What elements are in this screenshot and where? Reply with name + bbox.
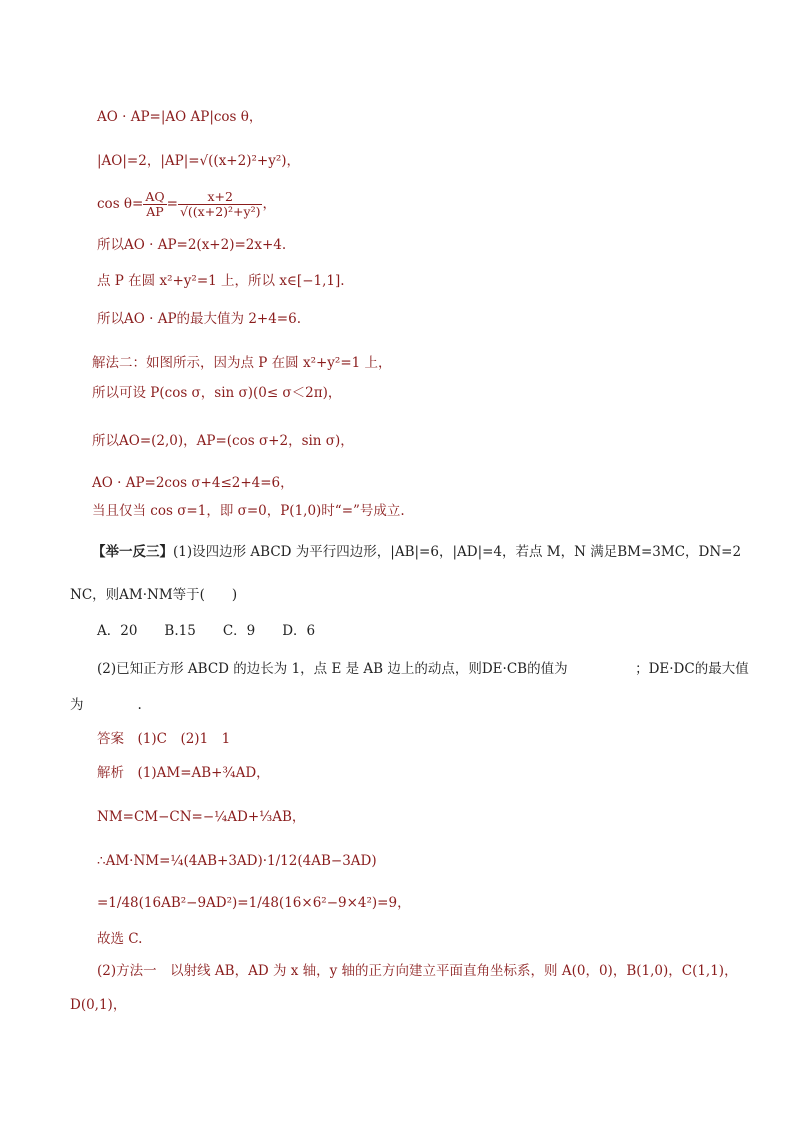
example-heading: 【举一反三】 <box>92 544 173 560</box>
line-example-problem-1-cont: NC，则AM·NM等于( ) <box>70 587 238 603</box>
line-point-on-circle: 点 P 在圆 x²+y²=1 上，所以 x∈[−1,1]. <box>97 273 345 289</box>
cos-theta-label: cos θ= <box>97 196 144 212</box>
fraction-aq-ap: $\frac{AQ}{AP}$ <box>145 189 165 219</box>
line-cos-theta: cos θ= $\frac{AQ}{AP}$ = $\frac{x+2}{\text{√((x+2)²+y²)}}$ ， <box>97 189 276 219</box>
line-dot-product-def: AO · AP=|AO AP|cos θ， <box>97 109 263 125</box>
fraction-x-plus-2: $\frac{x+2}{\text{√((x+2)²+y²)}}$ <box>179 189 261 219</box>
line-analysis-nm: NM=CM−CN=−¼AD+⅓AB， <box>97 809 306 825</box>
line-parametrize-p: 所以可设 P(cos σ，sin σ)(0≤ σ＜2π)， <box>92 385 342 401</box>
line-analysis-result: =1/48(16AB²−9AD²)=1/48(16×6²−9×4²)=9， <box>97 895 411 911</box>
line-answer-choices: A．20 B.15 C．9 D．6 <box>97 623 316 639</box>
line-analysis-am: 解析 (1)AM=AB+¾AD， <box>97 765 270 781</box>
line-dot-product-result: 所以AO · AP=2(x+2)=2x+4. <box>97 237 287 253</box>
line-example-problem-1: 【举一反三】(1)设四边形 ABCD 为平行四边形，|AB|=6，|AD|=4，若点 M，N 满足BM=3MC，DN=2 <box>92 544 742 560</box>
line-method-two: 解法二：如图所示，因为点 P 在圆 x²+y²=1 上， <box>92 355 392 371</box>
line-example-problem-2: (2)已知正方形 ABCD 的边长为 1，点 E 是 AB 边上的动点，则DE·CB的值为 ；DE·DC的最大值 <box>97 661 749 677</box>
line-vector-lengths: |AO|=2，|AP|=√((x+2)²+y²)， <box>97 153 301 169</box>
line-answer: 答案 (1)C (2)1 1 <box>97 731 231 747</box>
line-inequality: AO · AP=2cos σ+4≤2+4=6， <box>92 475 294 491</box>
line-point-d: D(0,1)， <box>70 997 127 1013</box>
line-analysis-product: ∴AM·NM=¼(4AB+3AD)·1/12(4AB−3AD) <box>97 853 377 869</box>
line-max-value: 所以AO · AP的最大值为 2+4=6. <box>97 311 301 327</box>
line-equality-condition: 当且仅当 cos σ=1，即 σ=0，P(1,0)时“=”号成立. <box>92 503 405 519</box>
line-choose-c: 故选 C. <box>97 931 143 947</box>
line-vector-coords: 所以AO=(2,0)，AP=(cos σ+2，sin σ)， <box>92 433 354 449</box>
line-example-problem-2-cont: 为 . <box>70 697 142 713</box>
line-method-one: (2)方法一 以射线 AB，AD 为 x 轴，y 轴的正方向建立平面直角坐标系，则 A(0，0)，B(1,0)，C(1,1)， <box>97 963 738 979</box>
